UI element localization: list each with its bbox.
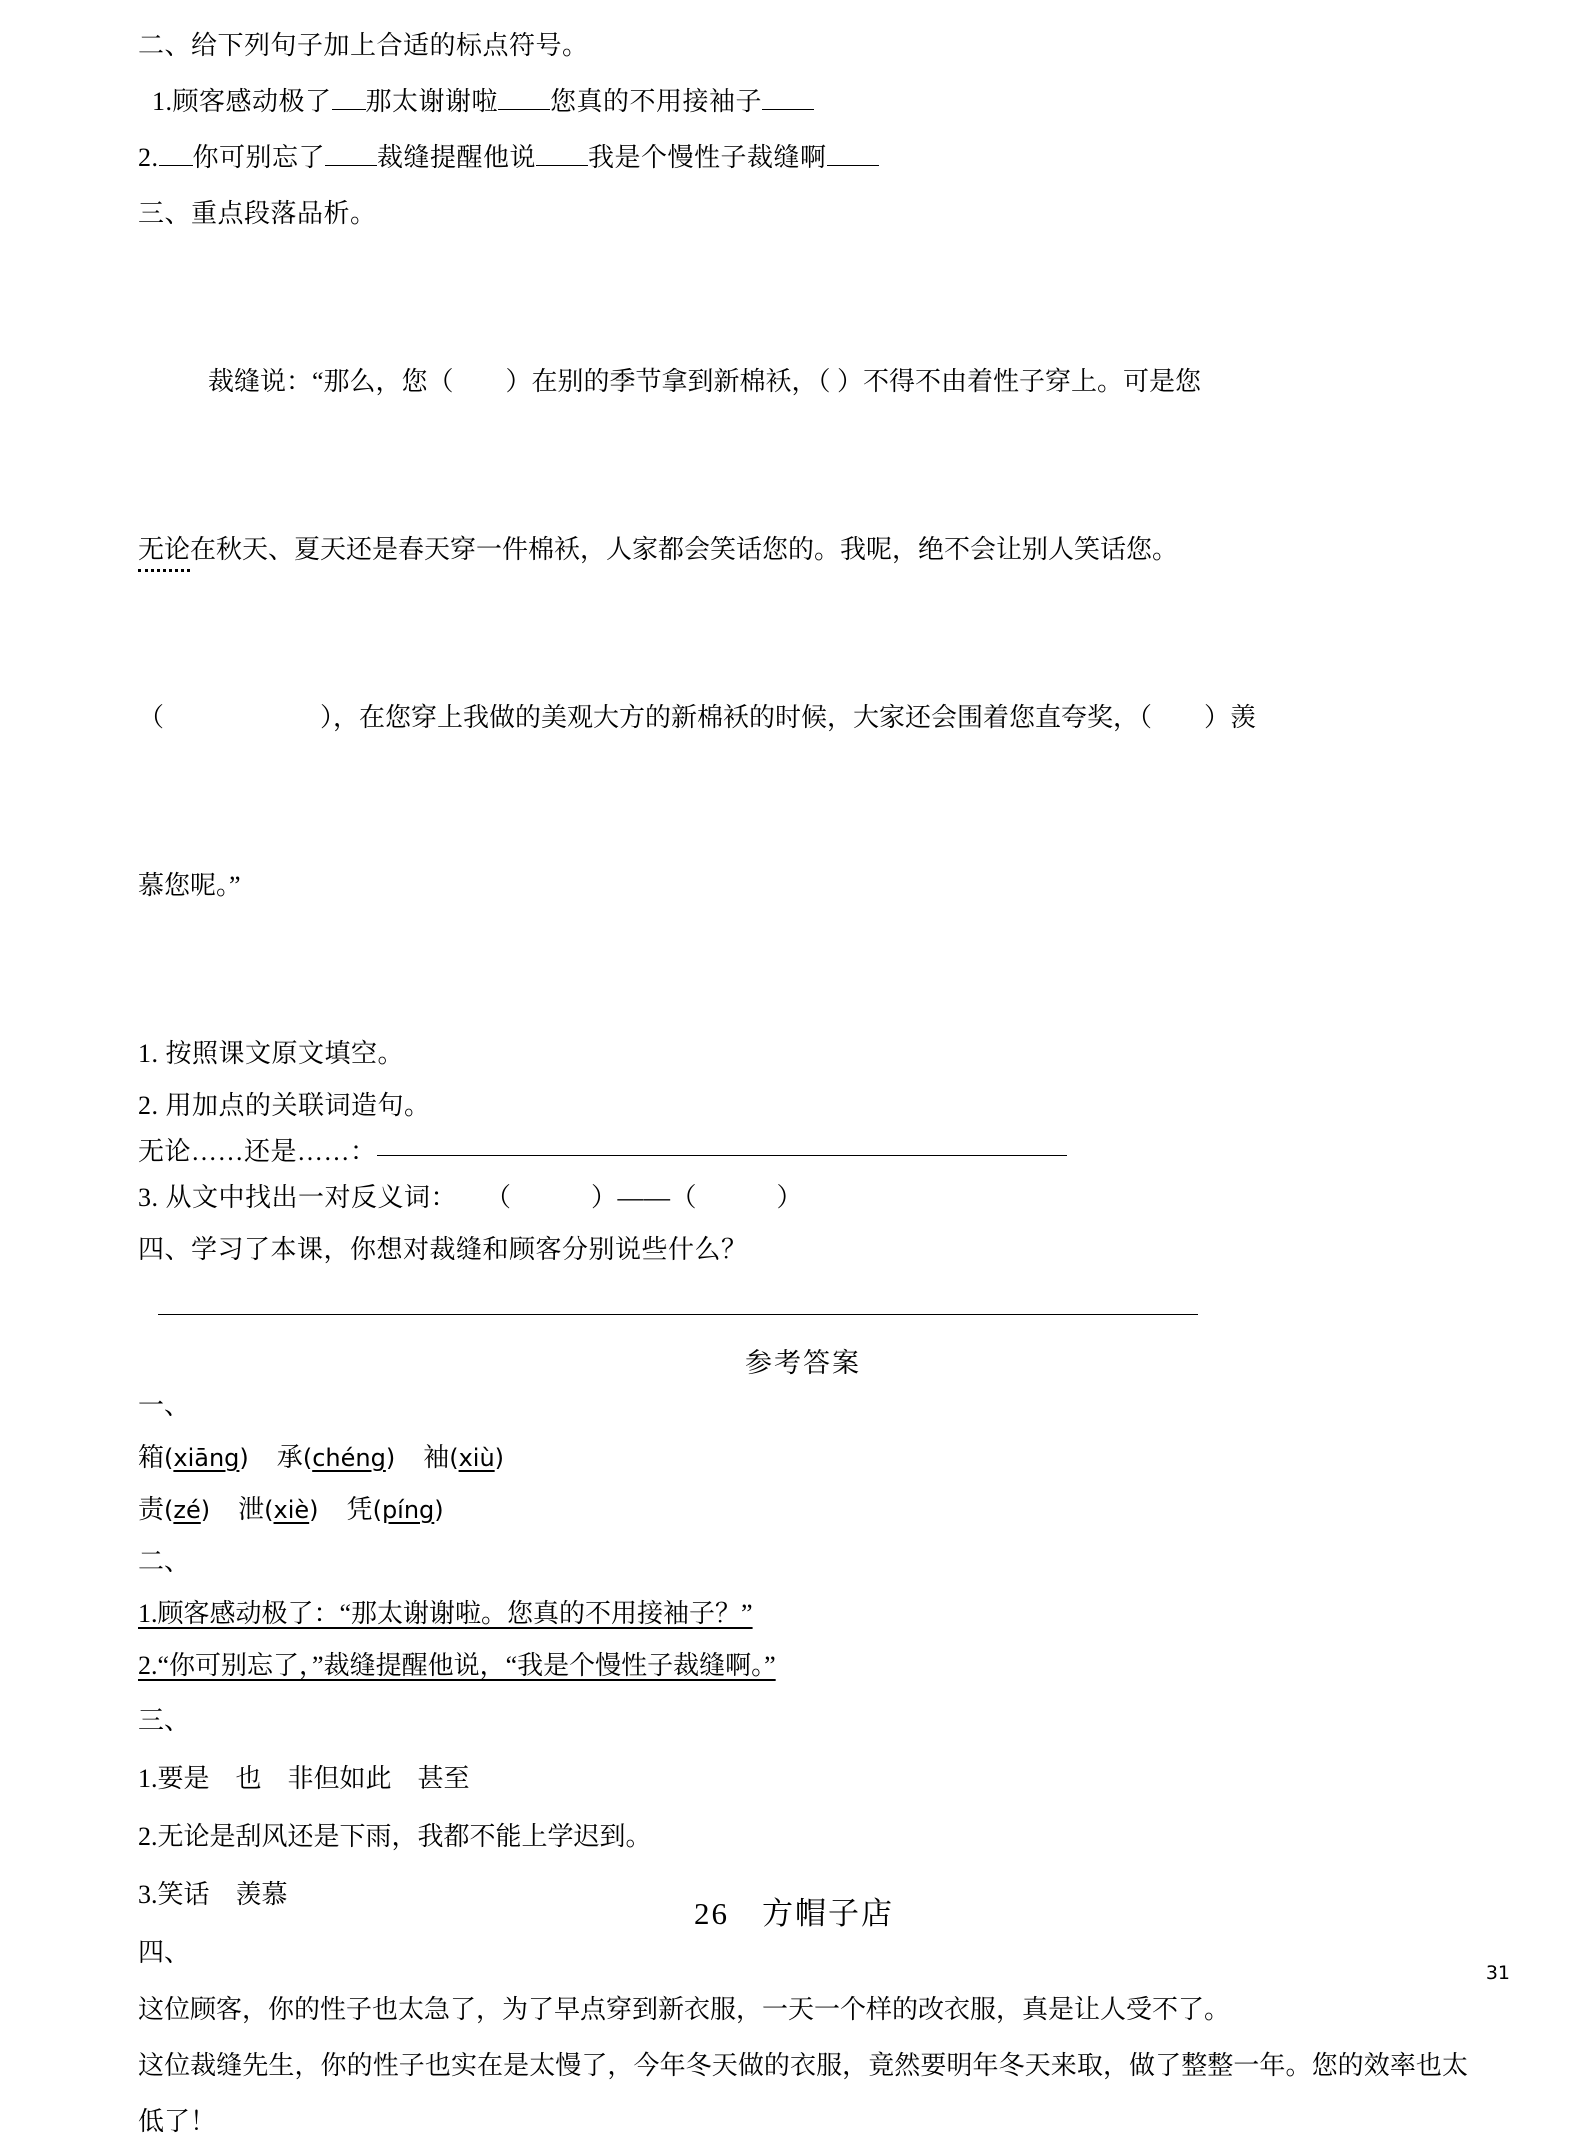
answers-pinyin-row-1 (138, 1432, 1468, 1484)
item-text-a: 顾客感动极了 (172, 87, 332, 116)
answers-section-3-label: 三、 (138, 1706, 191, 1735)
pinyin-group: (píng) (372, 1496, 444, 1524)
page-content (138, 18, 1468, 2150)
punctuation-blank[interactable] (159, 165, 193, 166)
answers-section-3-item-2: 2.无论是刮风还是下雨，我都不能上学迟到。 (138, 1822, 652, 1851)
item-text-b: 裁缝提醒他说 (377, 143, 537, 172)
hanzi: 承 (276, 1443, 303, 1472)
pinyin: xiù (458, 1444, 495, 1472)
item-num: 2. (138, 143, 159, 172)
hanzi: 袖 (423, 1443, 450, 1472)
pinyin: zé (173, 1496, 201, 1524)
section-3-heading: 三、重点段落品析。 (138, 199, 377, 228)
hanzi: 泄 (238, 1495, 265, 1524)
answer-text: 2.“你可别忘了，”裁缝提醒他说，“我是个慢性子裁缝啊。” (138, 1651, 776, 1680)
hanzi: 箱 (138, 1443, 165, 1472)
answers-section-2-item-1 (138, 1588, 1468, 1640)
hanzi: 责 (138, 1495, 165, 1524)
answer-text: 1.顾客感动极了：“那太谢谢啦。您真的不用接袖子？” (138, 1599, 753, 1628)
answers-section-4-paragraph-1: 这位顾客，你的性子也太急了，为了早点穿到新衣服，一天一个样的改衣服，真是让人受不了。 (138, 1995, 1231, 2024)
pinyin: chéng (312, 1444, 386, 1472)
item-num: 1. (152, 87, 173, 116)
section-3-question-1: 1. 按照课文原文填空。 (138, 1039, 405, 1068)
stem-label: 无论……还是……： (138, 1137, 377, 1166)
item-text-b: 那太谢谢啦 (365, 87, 499, 116)
answers-section-1-label: 一、 (138, 1391, 191, 1420)
section-2-heading: 二、给下列句子加上合适的标点符号。 (138, 31, 589, 60)
punctuation-blank[interactable] (498, 109, 550, 110)
section-3-passage (138, 242, 1468, 1026)
dotted-keyword: 无论 (138, 535, 191, 564)
pinyin-group: (xiù) (449, 1444, 505, 1472)
section-2-item-2 (138, 130, 1468, 186)
answers-section-2-item-2 (138, 1640, 1468, 1692)
lesson-title: 26 方帽子店 (694, 1896, 894, 1931)
answers-section-4-paragraph-2: 这位裁缝先生，你的性子也实在是太慢了，今年冬天做的衣服，竟然要明年冬天来取，做了整整一年。您的效率也太低了！ (138, 2051, 1468, 2136)
passage-line-1: 裁缝说：“那么，您（ ）在别的季节拿到新棉袄，（ ）不得不由着性子穿上。可是您 (208, 367, 1202, 396)
answers-section-3-item-1: 1.要是 也 非但如此 甚至 (138, 1764, 470, 1793)
section-4-answer-rule[interactable] (158, 1314, 1198, 1315)
item-text-c: 我是个慢性子裁缝啊 (588, 143, 827, 172)
page-number: 31 (1485, 1962, 1510, 1984)
section-3-question-2: 2. 用加点的关联词造句。 (138, 1091, 431, 1120)
pinyin-group: (xiāng) (164, 1444, 249, 1472)
passage-line-3: （ ），在您穿上我做的美观大方的新棉袄的时候，大家还会围着您直夸奖，（ ）羡 (138, 703, 1257, 732)
hanzi: 凭 (346, 1495, 373, 1524)
pinyin-group: (zé) (164, 1496, 211, 1524)
punctuation-blank[interactable] (332, 109, 366, 110)
passage-line-2 (138, 522, 1468, 578)
pinyin-group: (chéng) (302, 1444, 396, 1472)
pinyin-group: (xiè) (264, 1496, 319, 1524)
answer-rule[interactable] (377, 1155, 1067, 1156)
item-text-a: 你可别忘了 (192, 143, 326, 172)
passage-line-4: 慕您呢。” (138, 871, 241, 900)
section-3-question-2-stem (138, 1130, 1468, 1174)
answers-section-3-item-3: 3.笑话 羡慕 (138, 1880, 288, 1909)
pinyin: píng (381, 1496, 435, 1524)
passage-line-2-rest: 在秋天、夏天还是春天穿一件棉袄，人家都会笑话您的。我呢，绝不会让别人笑话您。 (190, 535, 1179, 564)
answers-section-4-label: 四、 (138, 1938, 191, 1967)
punctuation-blank[interactable] (536, 165, 588, 166)
answers-title: 参考答案 (745, 1348, 861, 1378)
q3-label: 3. 从文中找出一对反义词： (138, 1183, 458, 1212)
section-2-item-1 (138, 74, 1468, 130)
pinyin: xiāng (173, 1444, 240, 1472)
section-3-question-3 (138, 1174, 1468, 1222)
punctuation-blank[interactable] (827, 165, 879, 166)
pinyin: xiè (273, 1496, 310, 1524)
q3-blanks[interactable]: （ ）——（ ） (485, 1183, 804, 1212)
answers-section-2-label: 二、 (138, 1547, 191, 1576)
punctuation-blank[interactable] (325, 165, 377, 166)
item-text-c: 您真的不用接袖子 (550, 87, 763, 116)
punctuation-blank[interactable] (762, 109, 814, 110)
answers-pinyin-row-2 (138, 1484, 1468, 1536)
section-4-heading: 四、学习了本课，你想对裁缝和顾客分别说些什么？ (138, 1235, 748, 1264)
